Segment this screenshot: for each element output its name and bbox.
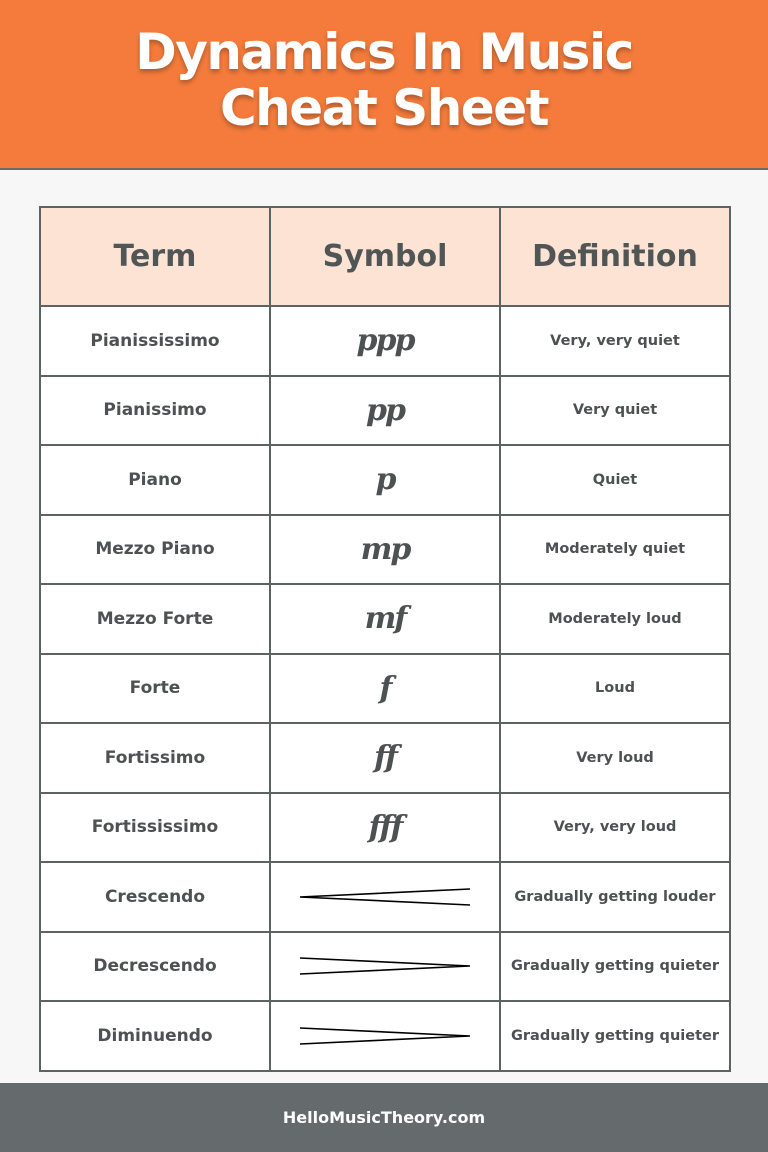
symbol-cell: fff [270, 793, 500, 863]
term-cell: Mezzo Forte [40, 584, 270, 654]
definition-cell: Very, very loud [500, 793, 730, 863]
column-header-symbol: Symbol [270, 207, 500, 306]
table-row [40, 723, 730, 793]
term-cell: Fortississimo [40, 793, 270, 863]
definition-cell: Gradually getting louder [500, 862, 730, 932]
term-cell: Diminuendo [40, 1001, 270, 1071]
column-header-definition: Definition [500, 207, 730, 306]
term-cell: Pianississimo [40, 306, 270, 376]
footer-site-link[interactable]: HelloMusicTheory.com [282, 1108, 486, 1127]
term-cell: Forte [40, 654, 270, 724]
table-row [40, 932, 730, 1002]
term-cell: Mezzo Piano [40, 515, 270, 585]
definition-cell: Moderately quiet [500, 515, 730, 585]
term-cell: Piano [40, 445, 270, 515]
table-row [40, 1001, 730, 1071]
symbol-cell [270, 862, 500, 932]
definition-cell: Very, very quiet [500, 306, 730, 376]
symbol-cell: p [270, 445, 500, 515]
definition-cell: Gradually getting quieter [500, 932, 730, 1002]
symbol-cell: mf [270, 584, 500, 654]
symbol-cell: pp [270, 376, 500, 446]
table-row [40, 654, 730, 724]
crescendo-hairpin-icon [297, 887, 473, 907]
symbol-cell [270, 932, 500, 1002]
symbol-cell: ppp [270, 306, 500, 376]
table-row [40, 515, 730, 585]
definition-cell: Moderately loud [500, 584, 730, 654]
table-header-row [40, 207, 730, 306]
table-row [40, 376, 730, 446]
table-row [40, 445, 730, 515]
definition-cell: Quiet [500, 445, 730, 515]
header-banner [0, 0, 768, 170]
symbol-cell: ff [270, 723, 500, 793]
term-cell: Fortissimo [40, 723, 270, 793]
page-title-line-1: Dynamics In Music [135, 23, 633, 81]
term-cell: Pianissimo [40, 376, 270, 446]
term-cell: Crescendo [40, 862, 270, 932]
definition-cell: Very loud [500, 723, 730, 793]
table-row [40, 584, 730, 654]
table-row [40, 306, 730, 376]
column-header-term: Term [40, 207, 270, 306]
term-cell: Decrescendo [40, 932, 270, 1002]
page-title-line-2: Cheat Sheet [219, 79, 549, 137]
symbol-cell: f [270, 654, 500, 724]
table-row [40, 862, 730, 932]
symbol-cell [270, 1001, 500, 1071]
definition-cell: Gradually getting quieter [500, 1001, 730, 1071]
definition-cell: Loud [500, 654, 730, 724]
decrescendo-hairpin-icon [297, 1026, 473, 1046]
decrescendo-hairpin-icon [297, 956, 473, 976]
dynamics-table [39, 206, 731, 1072]
definition-cell: Very quiet [500, 376, 730, 446]
footer-bar [0, 1083, 768, 1152]
table-row [40, 793, 730, 863]
symbol-cell: mp [270, 515, 500, 585]
